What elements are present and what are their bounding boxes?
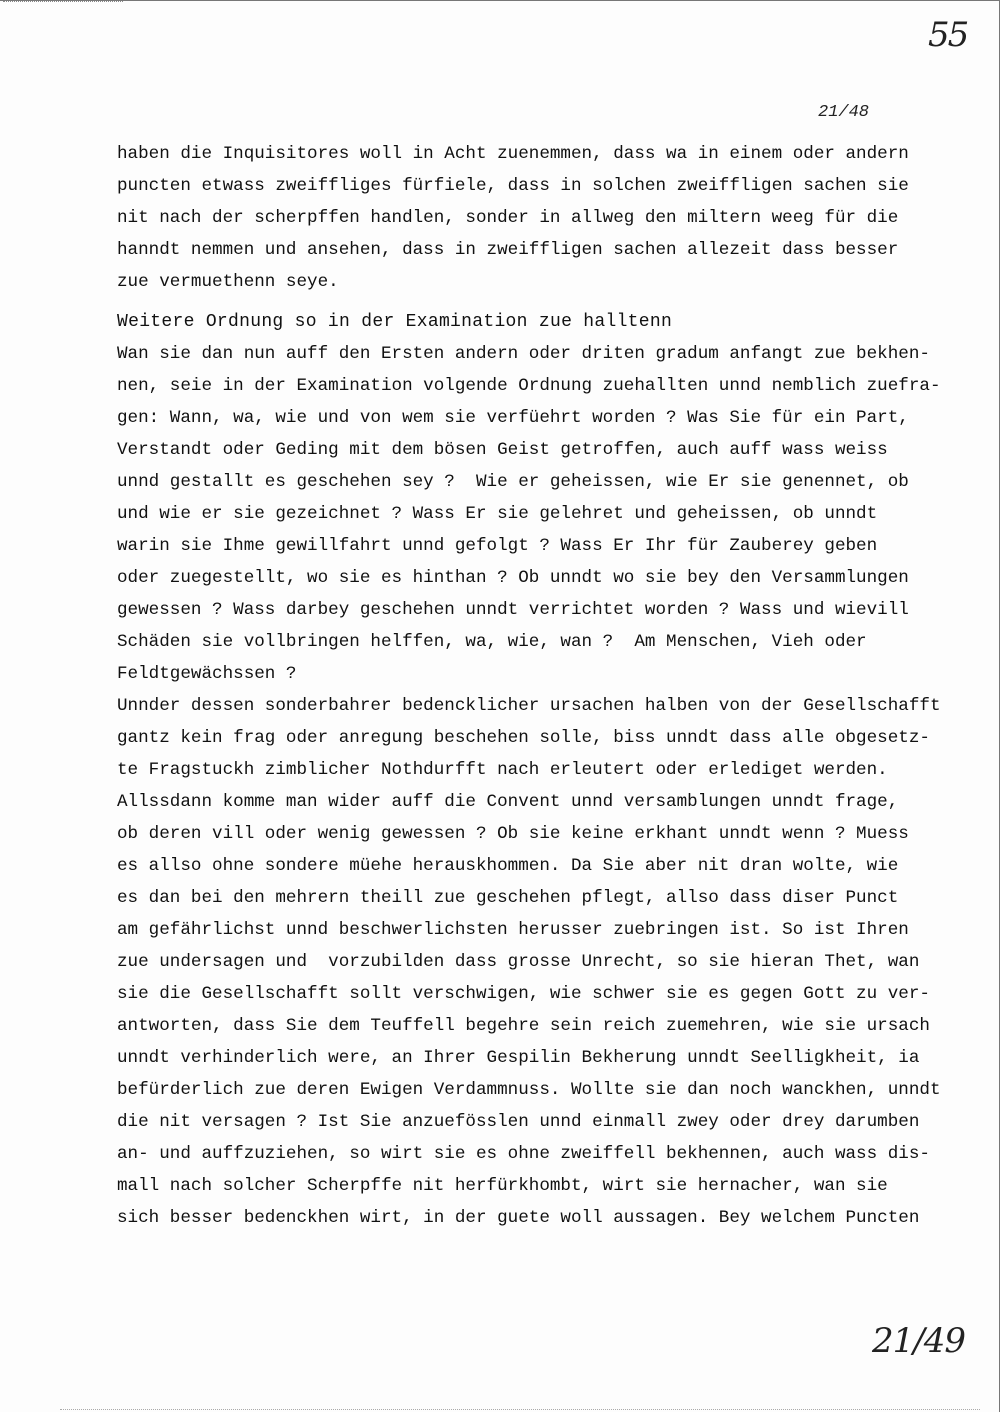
- text-line: te Fragstuckh zimblicher Nothdurfft nach erleutert oder erlediget werden.: [117, 760, 888, 780]
- handwritten-page-number: 55: [928, 15, 968, 55]
- text-line: Feldtgewächssen ?: [117, 664, 297, 684]
- section-heading: Weitere Ordnung so in der Examination zue halltenn: [117, 312, 673, 332]
- text-line: hanndt nemmen und ansehen, dass in zweiffligen sachen allezeit dass besser: [117, 240, 899, 260]
- text-line: nit nach der scherpffen handlen, sonder in allweg den miltern weeg für die: [117, 208, 899, 228]
- text-line: oder zuegestellt, wo sie es hinthan ? Ob unndt wo sie bey den Versammlungen: [117, 568, 909, 588]
- text-line: Wan sie dan nun auff den Ersten andern oder driten gradum anfangt zue bekhen-: [117, 344, 930, 364]
- text-line: sie die Gesellschafft sollt verschwigen, wie schwer sie es gegen Gott zu ver-: [117, 984, 930, 1004]
- text-line: unnd gestallt es geschehen sey ? Wie er geheissen, wie Er sie genennet, ob: [117, 472, 909, 492]
- paragraph-1: [117, 138, 917, 298]
- text-line: puncten etwass zweiffliges fürfiele, dass in solchen zweiffligen sachen sie: [117, 176, 909, 196]
- text-line: am gefährlichst unnd beschwerlichsten herusser zuebringen ist. So ist Ihren: [117, 920, 909, 940]
- paragraph-2: [117, 338, 941, 1234]
- text-line: gen: Wann, wa, wie und von wem sie verfüehrt worden ? Was Sie für ein Part,: [117, 408, 909, 428]
- text-line: Verstandt oder Geding mit dem bösen Geist getroffen, auch auff wass weiss: [117, 440, 888, 460]
- text-line: warin sie Ihme gewillfahrt unnd gefolgt ? Wass Er Ihr für Zauberey geben: [117, 536, 878, 556]
- document-body: [117, 138, 941, 1234]
- text-line: Unnder dessen sonderbahrer bedencklicher ursachen halben von der Gesellschafft: [117, 696, 941, 716]
- text-line: nen, seie in der Examination volgende Ordnung zuehallten unnd nemblich zuefra-: [117, 376, 941, 396]
- text-line: gantz kein frag oder anregung beschehen solle, biss unndt dass alle obgesetz-: [117, 728, 930, 748]
- page-reference: 21/48: [818, 103, 870, 122]
- text-line: es dan bei den mehrern theill zue geschehen pflegt, allso dass diser Punct: [117, 888, 899, 908]
- text-line: an- und auffzuziehen, so wirt sie es ohne zweiffell bekhennen, auch wass dis-: [117, 1144, 930, 1164]
- text-line: und wie er sie gezeichnet ? Wass Er sie gelehret und geheissen, ob unndt: [117, 504, 878, 524]
- scan-artifact: [3, 1, 123, 5]
- text-line: ob deren vill oder wenig gewessen ? Ob sie keine erkhant unndt wenn ? Muess: [117, 824, 909, 844]
- text-line: haben die Inquisitores woll in Acht zuenemmen, dass wa in einem oder andern: [117, 144, 909, 164]
- text-line: antworten, dass Sie dem Teuffell begehre sein reich zuemehren, wie sie ursach: [117, 1016, 930, 1036]
- text-line: Schäden sie vollbringen helffen, wa, wie, wan ? Am Menschen, Vieh oder: [117, 632, 867, 652]
- text-line: gewessen ? Wass darbey geschehen unndt verrichtet worden ? Wass und wievill: [117, 600, 909, 620]
- text-line: es allso ohne sondere müehe herauskhommen. Da Sie aber nit dran wolte, wie: [117, 856, 899, 876]
- text-line: mall nach solcher Scherpffe nit herfürkhombt, wirt sie hernacher, wan sie: [117, 1176, 888, 1196]
- text-line: zue vermuethenn seye.: [117, 272, 339, 292]
- text-line: unndt verhinderlich were, an Ihrer Gespilin Bekherung unndt Seelligkheit, ia: [117, 1048, 920, 1068]
- scan-edge-artifact: [60, 1409, 980, 1411]
- text-line: zue undersagen und vorzubilden dass grosse Unrecht, so sie hieran Thet, wan: [117, 952, 920, 972]
- handwritten-folio-number: 21/49: [872, 1321, 965, 1361]
- text-line: sich besser bedenckhen wirt, in der guete woll aussagen. Bey welchem Puncten: [117, 1208, 920, 1228]
- text-line: befürderlich zue deren Ewigen Verdammnuss. Wollte sie dan noch wanckhen, unndt: [117, 1080, 941, 1100]
- text-line: die nit versagen ? Ist Sie anzuefösslen unnd einmall zwey oder drey darumben: [117, 1112, 920, 1132]
- text-line: Allssdann komme man wider auff die Convent unnd versamblungen unndt frage,: [117, 792, 899, 812]
